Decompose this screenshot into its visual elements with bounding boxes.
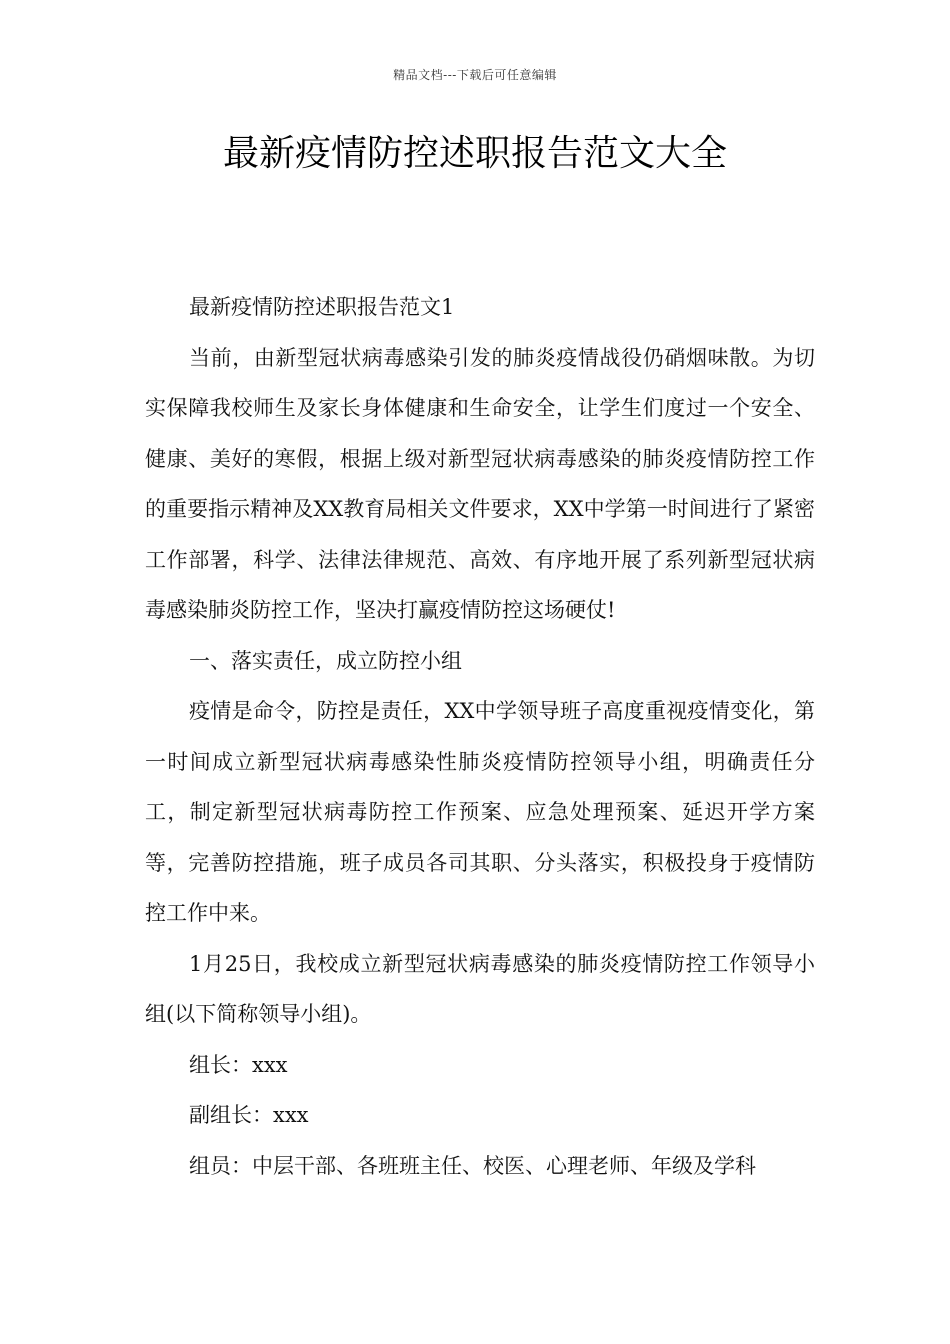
paragraph-group-founded: 1月25日，我校成立新型冠状病毒感染的肺炎疫情防控工作领导小组(以下简称领导小组)。 xyxy=(145,951,815,1026)
paragraph-deputy-leader: 副组长：xxx xyxy=(189,1103,309,1127)
paragraph-group-leader: 组长：xxx xyxy=(189,1052,288,1077)
paragraph-heading-responsibility: 一、落实责任，成立防控小组 xyxy=(189,648,462,673)
document-title: 最新疫情防控述职报告范文大全 xyxy=(222,133,727,174)
paragraph-intro: 当前，由新型冠状病毒感染引发的肺炎疫情战役仍硝烟味散。为切实保障我校师生及家长身体健康和生命安全，让学生们度过一个安全、健康、美好的寒假，根据上级对新型冠状病毒感染的肺炎疫情防控工作的重要指示精神及XX教育局相关文件要求，XX中学第一时间进行了紧密工作部署，科学、法律法律规范、高效、有序地开展了系列新型冠状病毒感染肺炎防控工作，坚决打赢疫情防控这场硬仗! xyxy=(145,345,815,622)
header-note: 精品文档---下载后可任意编辑 xyxy=(393,68,557,82)
paragraph-group-members: 组员：中层干部、各班班主任、校医、心理老师、年级及学科 xyxy=(189,1153,756,1178)
document-body xyxy=(145,282,815,1191)
paragraph-section-title: 最新疫情防控述职报告范文1 xyxy=(189,295,455,319)
paragraph-responsibility: 疫情是命令，防控是责任，XX中学领导班子高度重视疫情变化，第一时间成立新型冠状病毒感染性肺炎疫情防控领导小组，明确责任分工，制定新型冠状病毒防控工作预案、应急处理预案、延迟开学方案等，完善防控措施，班子成员各司其职、分头落实，积极投身于疫情防控工作中来。 xyxy=(145,699,815,925)
